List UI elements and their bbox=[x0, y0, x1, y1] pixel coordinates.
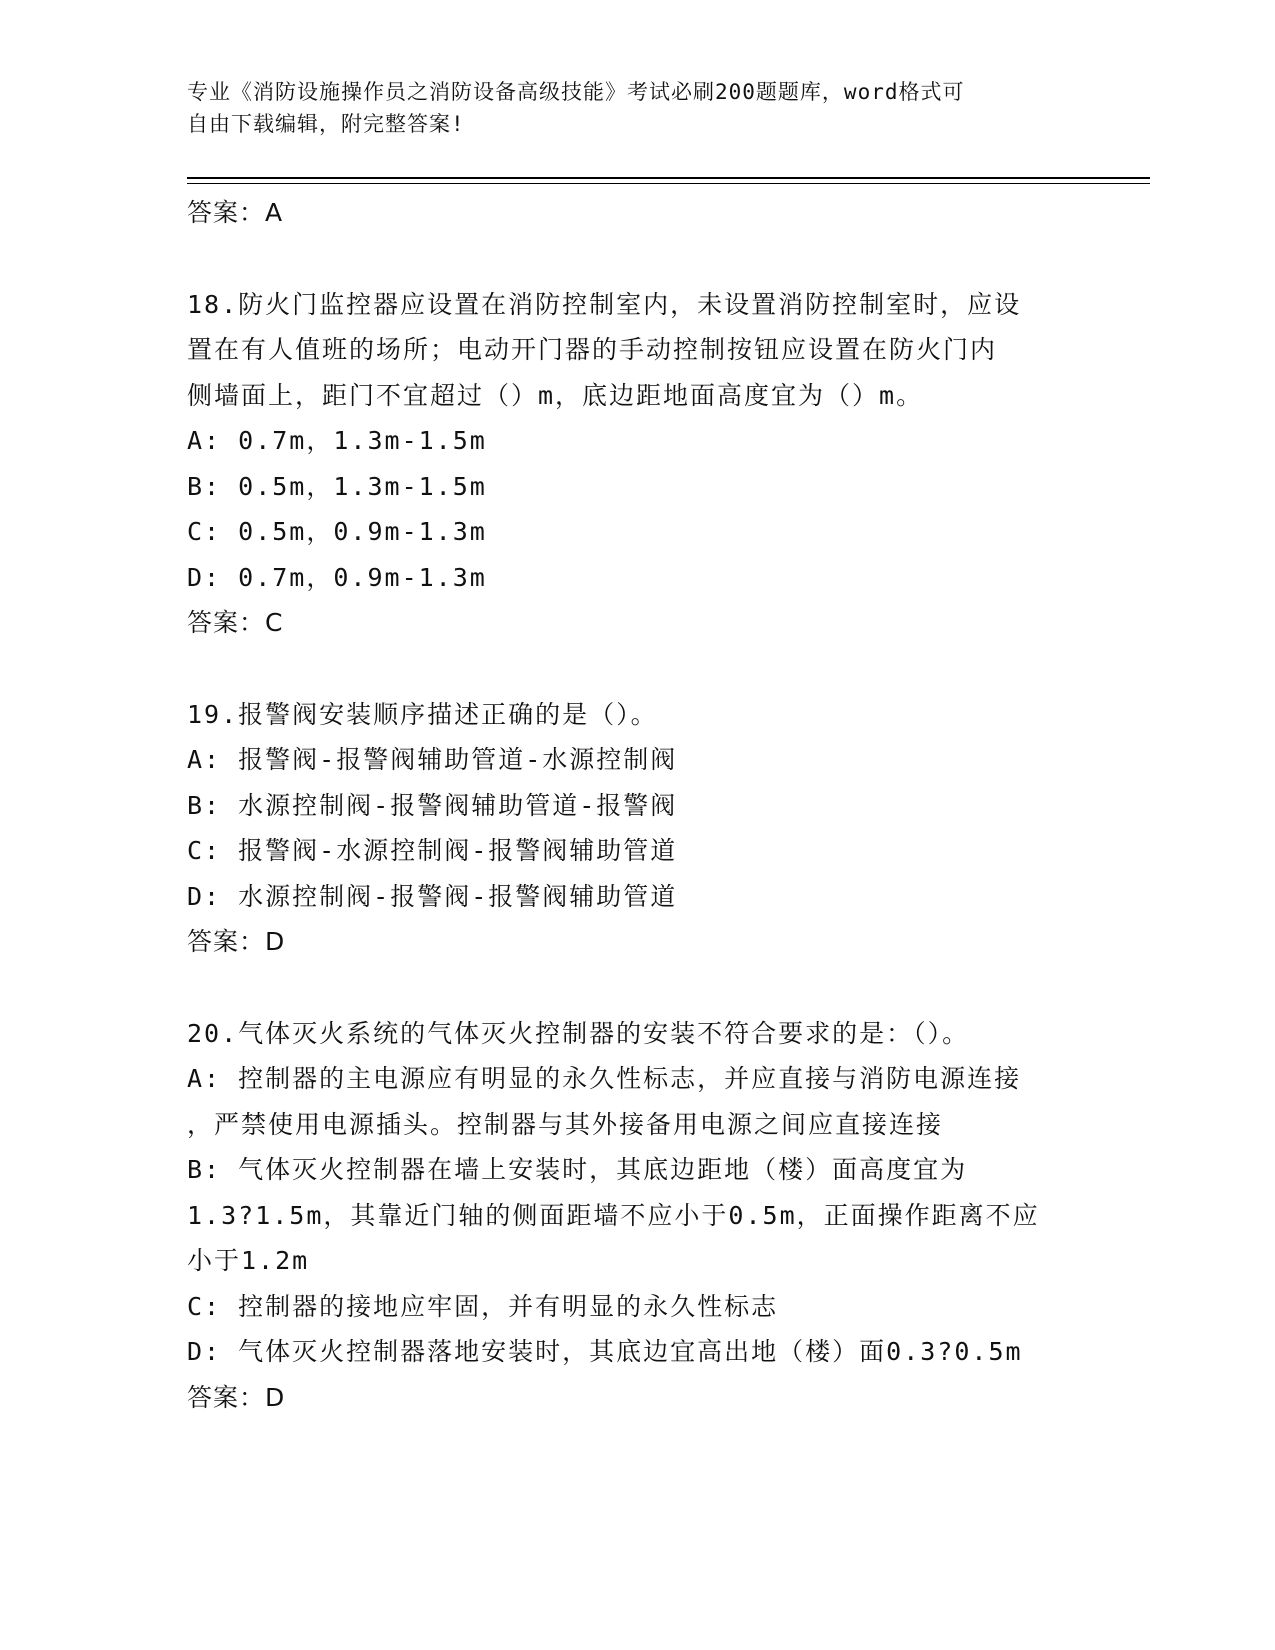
header-line-1: 专业《消防设施操作员之消防设备高级技能》考试必刷200题题库，word格式可 bbox=[187, 80, 965, 104]
question-text-line: 20.气体灭火系统的气体灭火控制器的安装不符合要求的是：（）。 bbox=[187, 1018, 970, 1048]
question-text-line: 19.报警阀安装顺序描述正确的是（）。 bbox=[187, 699, 658, 729]
answer: 答案：C bbox=[187, 608, 284, 637]
option-a: A: 控制器的主电源应有明显的永久性标志，并应直接与消防电源连接 bbox=[187, 1064, 1022, 1093]
question-text-line: 18.防火门监控器应设置在消防控制室内，未设置消防控制室时，应设 bbox=[187, 289, 1022, 319]
option-b: B: 水源控制阀-报警阀辅助管道-报警阀 bbox=[187, 790, 678, 820]
question-18 bbox=[187, 282, 1067, 646]
question-20 bbox=[187, 1011, 1067, 1421]
spacer bbox=[187, 236, 1067, 282]
document-header bbox=[187, 76, 1067, 140]
document-body bbox=[187, 190, 1067, 1420]
option-a-continued: ，严禁使用电源插头。控制器与其外接备用电源之间应直接连接 bbox=[187, 1109, 944, 1139]
question-text-line: 置在有人值班的场所；电动开门器的手动控制按钮应设置在防火门内 bbox=[187, 335, 998, 364]
spacer bbox=[187, 646, 1067, 692]
option-c: C: 0.5m，0.9m-1.3m bbox=[187, 517, 487, 546]
question-19 bbox=[187, 692, 1067, 965]
option-b-continued: 1.3?1.5m，其靠近门轴的侧面距墙不应小于0.5m，正面操作距离不应 bbox=[187, 1200, 1040, 1230]
previous-answer: 答案：A bbox=[187, 198, 284, 227]
option-d: D: 气体灭火控制器落地安装时，其底边宜高出地（楼）面0.3?0.5m bbox=[187, 1337, 1023, 1366]
header-line-2: 自由下载编辑，附完整答案! bbox=[187, 112, 465, 136]
option-d: D: 0.7m，0.9m-1.3m bbox=[187, 562, 487, 592]
option-c: C: 控制器的接地应牢固，并有明显的永久性标志 bbox=[187, 1291, 779, 1321]
header-divider-thick bbox=[187, 177, 1150, 179]
option-b: B: 气体灭火控制器在墙上安装时，其底边距地（楼）面高度宜为 bbox=[187, 1155, 968, 1184]
spacer bbox=[187, 965, 1067, 1011]
option-d: D: 水源控制阀-报警阀-报警阀辅助管道 bbox=[187, 881, 678, 911]
header-divider-thin bbox=[187, 183, 1150, 184]
option-b-continued: 小于1.2m bbox=[187, 1246, 310, 1275]
option-a: A: 报警阀-报警阀辅助管道-水源控制阀 bbox=[187, 745, 678, 774]
question-text-line: 侧墙面上，距门不宜超过（）m，底边距地面高度宜为（）m。 bbox=[187, 380, 924, 410]
option-c: C: 报警阀-水源控制阀-报警阀辅助管道 bbox=[187, 836, 678, 865]
option-b: B: 0.5m，1.3m-1.5m bbox=[187, 471, 487, 501]
answer: 答案：D bbox=[187, 1382, 286, 1412]
option-a: A: 0.7m，1.3m-1.5m bbox=[187, 426, 487, 455]
answer: 答案：D bbox=[187, 927, 286, 956]
